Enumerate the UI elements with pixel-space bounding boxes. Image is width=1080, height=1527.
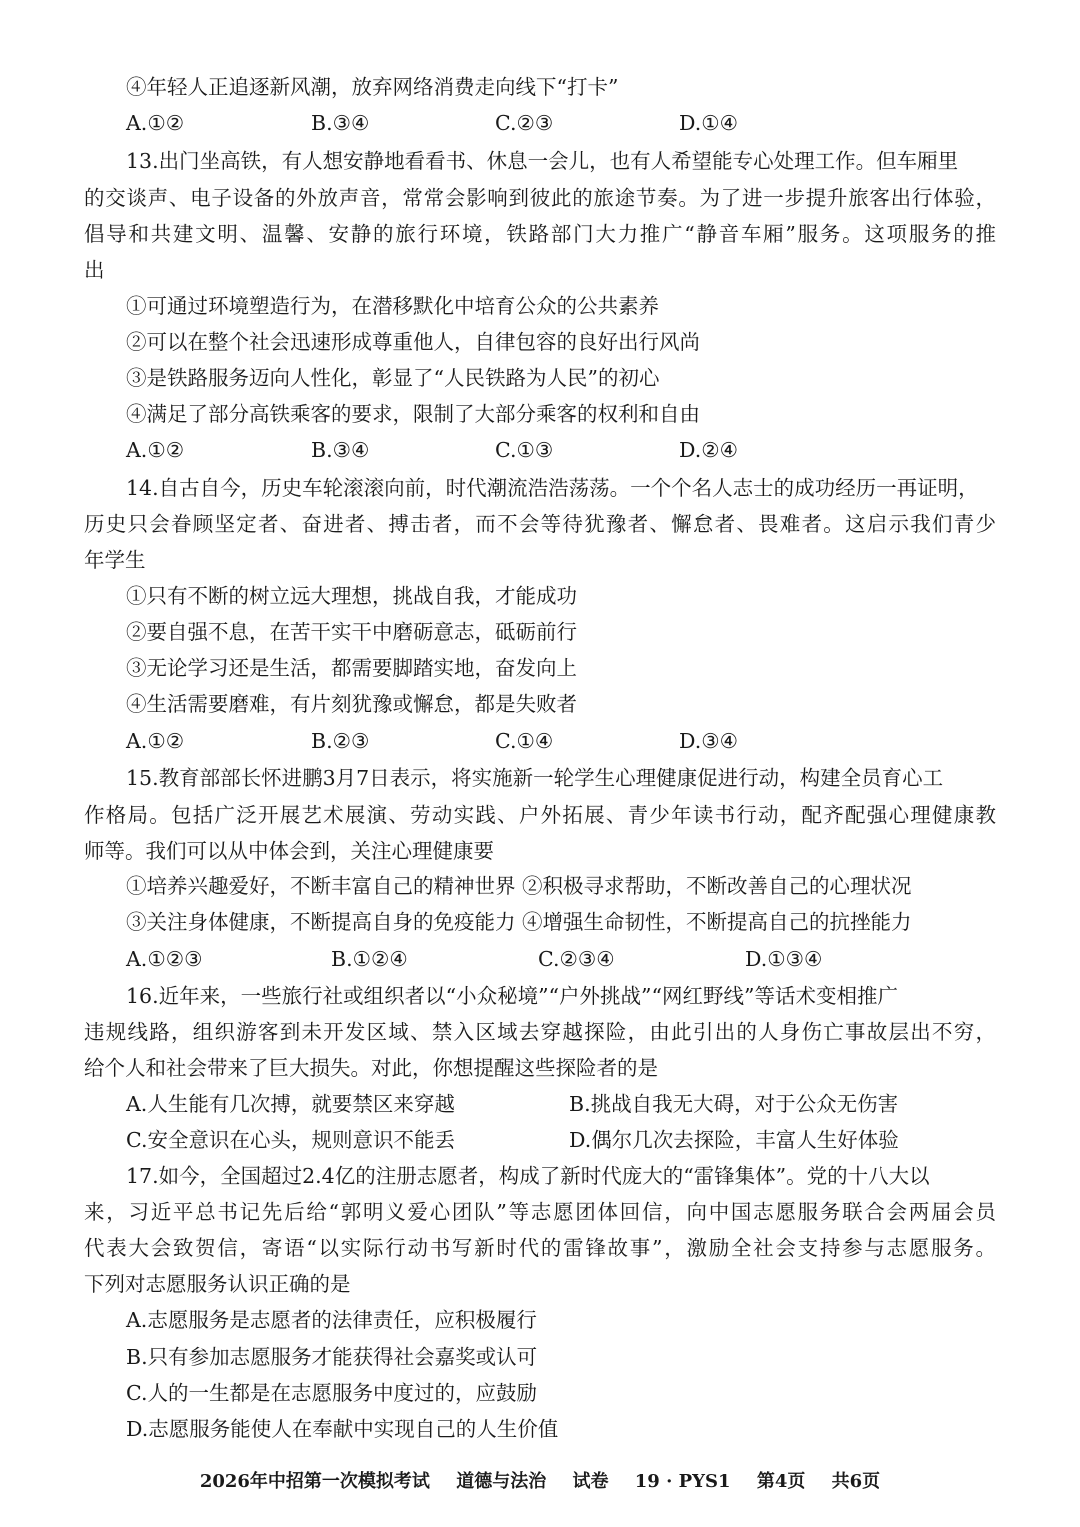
q12-option-c: C.②③	[495, 111, 554, 135]
q15-items-row-1: ①培养兴趣爱好，不断丰富自己的精神世界 ②积极寻求帮助，不断改善自己的心理状况	[126, 874, 912, 898]
q12-option-b: B.③④	[311, 111, 370, 135]
q14-stem-line-2: 历史只会眷顾坚定者、奋进者、搏击者，而不会等待犹豫者、懈怠者、畏难者。这启示我们青少	[84, 512, 996, 536]
q14-stem-line-1: 14.自古自今，历史车轮滚滚向前，时代潮流浩浩荡荡。一个个名人志士的成功经历一再证明，	[126, 476, 979, 500]
q15-option-c: C.②③④	[538, 947, 615, 971]
q16-stem-line-1: 16.近年来，一些旅行社或组织者以“小众秘境”“户外挑战”“网红野线”等话术变相推广	[126, 984, 898, 1008]
q16-option-a: A.人生能有几次搏，就要禁区来穿越	[126, 1092, 455, 1116]
q14-item-1: ①只有不断的树立远大理想，挑战自我，才能成功	[126, 584, 577, 608]
q15-option-a: A.①②③	[126, 947, 203, 971]
q16-stem-line-2: 违规线路，组织游客到未开发区域、禁入区域去穿越探险，由此引出的人身伤亡事故层出不穷，	[84, 1020, 996, 1044]
q13-item-2: ②可以在整个社会迅速形成尊重他人，自律包容的良好出行风尚	[126, 330, 700, 354]
q13-option-b: B.③④	[311, 438, 370, 462]
q13-stem-line-1: 13.出门坐高铁，有人想安静地看看书、休息一会儿，也有人希望能专心处理工作。但车厢里	[126, 149, 959, 173]
q15-option-d: D.①③④	[745, 947, 823, 971]
q17-option-b: B.只有参加志愿服务才能获得社会嘉奖或认可	[126, 1345, 538, 1369]
q15-option-b: B.①②④	[331, 947, 408, 971]
q14-item-4: ④生活需要磨难，有片刻犹豫或懈怠，都是失败者	[126, 692, 577, 716]
q15-stem-line-1: 15.教育部部长怀进鹏3月7日表示，将实施新一轮学生心理健康促进行动，构建全员育心工	[126, 766, 944, 790]
q17-stem-line-2: 来，习近平总书记先后给“郭明义爱心团队”等志愿团体回信，向中国志愿服务联合会两届会员	[84, 1200, 996, 1224]
footer-total-pages: 共6页	[831, 1471, 881, 1492]
q13-stem-line-4: 出	[84, 258, 105, 282]
q14-item-3: ③无论学习还是生活，都需要脚踏实地，奋发向上	[126, 656, 577, 680]
q13-item-3: ③是铁路服务迈向人性化，彰显了“人民铁路为人民”的初心	[126, 366, 660, 390]
q16-option-d: D.偶尔几次去探险，丰富人生好体验	[569, 1128, 899, 1152]
q17-stem-line-3: 代表大会致贺信，寄语“以实际行动书写新时代的雷锋故事”，激励全社会支持参与志愿服务。	[84, 1236, 996, 1260]
q12-item-4: ④年轻人正追逐新风潮，放弃网络消费走向线下“打卡”	[126, 75, 619, 99]
q13-item-1: ①可通过环境塑造行为，在潜移默化中培育公众的公共素养	[126, 294, 659, 318]
q12-option-d: D.①④	[679, 111, 738, 135]
q14-item-2: ②要自强不息，在苦干实干中磨砺意志，砥砺前行	[126, 620, 577, 644]
q14-option-d: D.③④	[679, 729, 738, 753]
q15-items-row-2: ③关注身体健康，不断提高自身的免疫能力 ④增强生命韧性，不断提高自己的抗挫能力	[126, 910, 912, 934]
page-footer	[0, 1467, 1080, 1493]
q13-option-c: C.①③	[495, 438, 554, 462]
footer-code: 19 · PYS1	[634, 1471, 731, 1492]
q14-stem-line-3: 年学生	[84, 548, 146, 572]
q13-stem-line-3: 倡导和共建文明、温馨、安静的旅行环境，铁路部门大力推广“静音车厢”服务。这项服务的推	[84, 222, 996, 246]
footer-page-number: 第4页	[756, 1471, 806, 1492]
q13-stem-line-2: 的交谈声、电子设备的外放声音，常常会影响到彼此的旅途节奏。为了进一步提升旅客出行体验，	[84, 186, 996, 210]
q13-item-4: ④满足了部分高铁乘客的要求，限制了大部分乘客的权利和自由	[126, 402, 700, 426]
q13-option-d: D.②④	[679, 438, 738, 462]
q12-option-a: A.①②	[126, 111, 185, 135]
q16-stem-line-3: 给个人和社会带来了巨大损失。对此，你想提醒这些探险者的是	[84, 1056, 658, 1080]
footer-paper: 试卷	[572, 1471, 609, 1492]
footer-subject: 道德与法治	[456, 1471, 547, 1492]
q14-option-a: A.①②	[126, 729, 185, 753]
q13-option-a: A.①②	[126, 438, 185, 462]
q14-option-c: C.①④	[495, 729, 554, 753]
footer-exam-name: 2026年中招第一次模拟考试	[199, 1471, 430, 1492]
q17-option-c: C.人的一生都是在志愿服务中度过的，应鼓励	[126, 1381, 537, 1405]
q14-option-b: B.②③	[311, 729, 370, 753]
q17-option-a: A.志愿服务是志愿者的法律责任，应积极履行	[126, 1308, 537, 1332]
q17-option-d: D.志愿服务能使人在奉献中实现自己的人生价值	[126, 1417, 559, 1441]
q16-option-c: C.安全意识在心头，规则意识不能丢	[126, 1128, 455, 1152]
q15-stem-line-3: 师等。我们可以从中体会到，关注心理健康要	[84, 839, 494, 863]
q16-option-b: B.挑战自我无大碍，对于公众无伤害	[569, 1092, 899, 1116]
q17-stem-line-1: 17.如今，全国超过2.4亿的注册志愿者，构成了新时代庞大的“雷锋集体”。党的十八大以	[126, 1164, 930, 1188]
q17-stem-line-4: 下列对志愿服务认识正确的是	[84, 1272, 351, 1296]
q15-stem-line-2: 作格局。包括广泛开展艺术展演、劳动实践、户外拓展、青少年读书行动，配齐配强心理健康教	[84, 803, 996, 827]
